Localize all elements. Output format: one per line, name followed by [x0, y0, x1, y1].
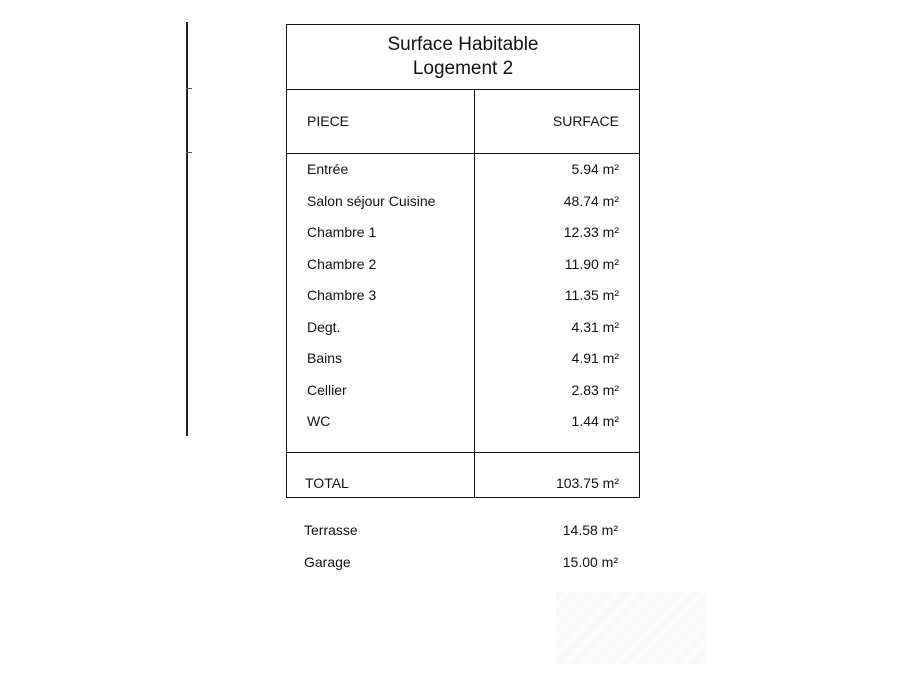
- room-name: Degt.: [307, 318, 341, 335]
- total-surface: 103.75 m²: [555, 475, 619, 491]
- title-line-1: Surface Habitable: [387, 34, 539, 55]
- room-name: Chambre 3: [307, 287, 377, 303]
- extra-surface: 14.58 m²: [562, 522, 618, 538]
- extra-surfaces: [286, 514, 640, 578]
- table-title: [287, 25, 639, 90]
- room-surface: 5.94 m²: [571, 161, 619, 177]
- table-row: [287, 216, 639, 248]
- title-line-2: Logement 2: [412, 58, 514, 79]
- header-surface: SURFACE: [552, 113, 619, 129]
- extra-name: Terrasse: [304, 522, 358, 538]
- faint-watermark: [556, 592, 706, 664]
- room-name: Entrée: [307, 161, 349, 177]
- left-margin-line: [186, 22, 188, 436]
- room-surface: 4.31 m²: [571, 318, 619, 335]
- room-list: [287, 153, 639, 437]
- room-surface: 48.74 m²: [563, 192, 619, 209]
- room-name: Salon séjour Cuisine: [307, 192, 436, 209]
- room-surface: 4.91 m²: [571, 350, 619, 366]
- list-item: [286, 546, 640, 578]
- extra-name: Garage: [304, 554, 351, 570]
- table-row: [287, 342, 639, 374]
- total-row: [287, 453, 639, 498]
- room-surface: 11.90 m²: [564, 255, 619, 272]
- table-row: [287, 311, 639, 343]
- surface-table: [286, 24, 640, 498]
- room-name: Chambre 1: [307, 224, 377, 240]
- room-surface: 12.33 m²: [563, 224, 619, 240]
- total-label: TOTAL: [305, 475, 349, 491]
- room-name: Cellier: [307, 381, 347, 398]
- room-surface: 2.83 m²: [571, 381, 619, 398]
- room-name: WC: [307, 413, 331, 429]
- table-row: [287, 279, 639, 311]
- room-surface: 11.35 m²: [564, 287, 619, 303]
- table-header: [287, 90, 639, 154]
- extra-surface: 15.00 m²: [562, 554, 618, 570]
- header-piece: PIECE: [307, 113, 350, 129]
- room-surface: 1.44 m²: [571, 413, 619, 429]
- room-name: Chambre 2: [307, 255, 377, 272]
- table-row: [287, 248, 639, 280]
- table-row: [287, 153, 639, 185]
- list-item: [286, 514, 640, 546]
- margin-tick: [186, 88, 192, 89]
- margin-tick: [186, 152, 192, 153]
- table-row: [287, 405, 639, 437]
- table-row: [287, 185, 639, 217]
- table-row: [287, 374, 639, 406]
- room-name: Bains: [307, 350, 343, 366]
